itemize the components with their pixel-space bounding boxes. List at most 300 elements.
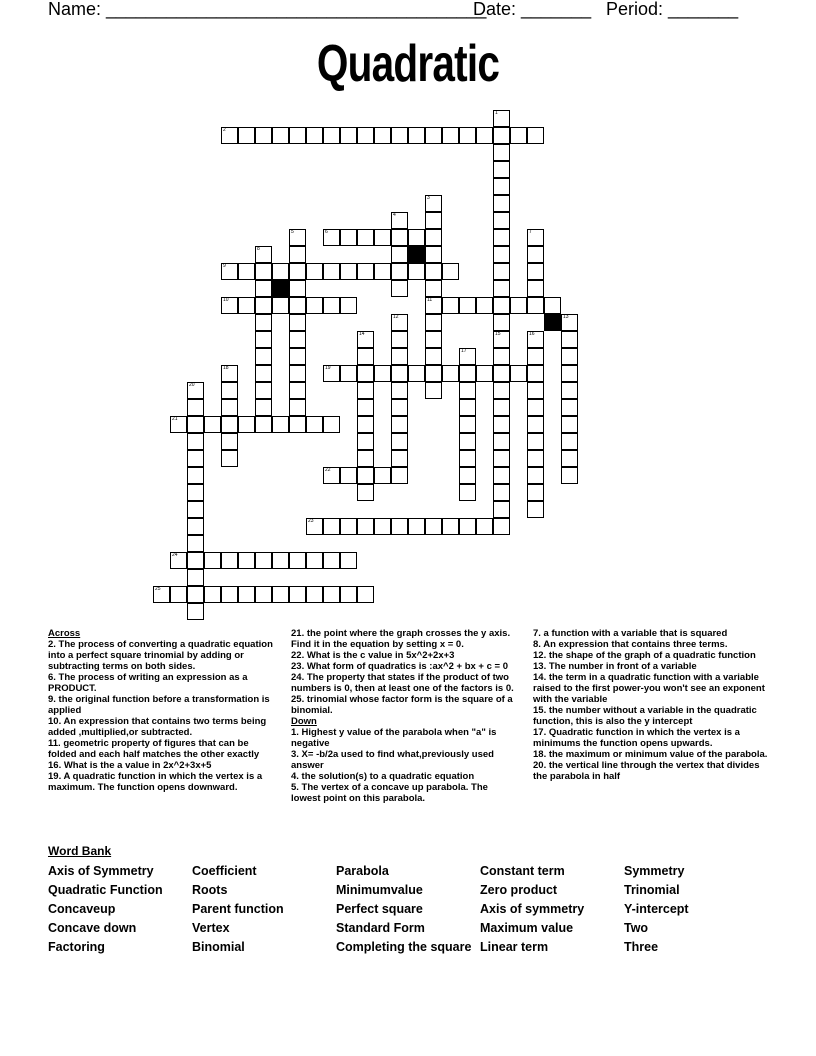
clue-item: 15. the number without a variable in the quadratic function, this is also the y intercept: [533, 705, 757, 727]
crossword-black-cell: [544, 314, 561, 331]
crossword-cell[interactable]: [442, 297, 459, 314]
crossword-cell[interactable]: [527, 501, 544, 518]
crossword-cell[interactable]: [391, 467, 408, 484]
clue-number: 24: [172, 552, 178, 558]
clue-item: 6. The process of writing an expression as a PRODUCT.: [48, 672, 248, 694]
word-bank-word: Axis of Symmetry: [48, 864, 154, 878]
crossword-cell[interactable]: [527, 399, 544, 416]
crossword-cell[interactable]: [187, 416, 204, 433]
crossword-cell[interactable]: [187, 501, 204, 518]
crossword-cell[interactable]: [527, 348, 544, 365]
word-bank-column: [480, 862, 620, 957]
crossword-cell[interactable]: [476, 365, 493, 382]
clue-number: 23: [308, 518, 314, 524]
crossword-cell[interactable]: [340, 467, 357, 484]
crossword-cell[interactable]: [493, 178, 510, 195]
crossword-cell[interactable]: [255, 382, 272, 399]
crossword-cell[interactable]: [425, 382, 442, 399]
crossword-cell[interactable]: [561, 450, 578, 467]
crossword-cell[interactable]: [527, 450, 544, 467]
crossword-cell[interactable]: [323, 467, 340, 484]
crossword-cell[interactable]: [357, 586, 374, 603]
crossword-cell[interactable]: [425, 314, 442, 331]
crossword-cell[interactable]: [187, 399, 204, 416]
clue-item: 11. geometric property of figures that can be folded and each half matches the other exactly: [48, 738, 260, 760]
clue-number: 15: [495, 331, 501, 337]
clue-number: 6: [325, 229, 328, 235]
crossword-cell[interactable]: [323, 552, 340, 569]
crossword-cell[interactable]: [238, 416, 255, 433]
crossword-cell[interactable]: [255, 314, 272, 331]
crossword-cell[interactable]: [425, 518, 442, 535]
crossword-cell[interactable]: [374, 263, 391, 280]
crossword-cell[interactable]: [357, 518, 374, 535]
crossword-cell[interactable]: [561, 399, 578, 416]
crossword-cell[interactable]: [459, 348, 476, 365]
crossword-cell[interactable]: [340, 127, 357, 144]
crossword-cell[interactable]: [493, 297, 510, 314]
crossword-cell[interactable]: [357, 467, 374, 484]
crossword-cell[interactable]: [255, 331, 272, 348]
crossword-cell[interactable]: [391, 212, 408, 229]
crossword-cell[interactable]: [493, 110, 510, 127]
crossword-cell[interactable]: [425, 331, 442, 348]
crossword-cell[interactable]: [221, 433, 238, 450]
crossword-cell[interactable]: [289, 586, 306, 603]
crossword-cell[interactable]: [408, 518, 425, 535]
crossword-cell[interactable]: [493, 127, 510, 144]
crossword-cell[interactable]: [357, 331, 374, 348]
clue-number: 8: [257, 246, 260, 252]
crossword-cell[interactable]: [391, 382, 408, 399]
clue-number: 25: [155, 586, 161, 592]
clue-number: 2: [223, 127, 226, 133]
crossword-cell[interactable]: [289, 280, 306, 297]
crossword-cell[interactable]: [204, 552, 221, 569]
crossword-cell[interactable]: [459, 433, 476, 450]
crossword-cell[interactable]: [187, 467, 204, 484]
crossword-cell[interactable]: [221, 127, 238, 144]
clue-number: 9: [223, 263, 226, 269]
crossword-cell[interactable]: [425, 297, 442, 314]
crossword-cell[interactable]: [187, 518, 204, 535]
crossword-cell[interactable]: [527, 433, 544, 450]
crossword-cell[interactable]: [306, 552, 323, 569]
crossword-cell[interactable]: [493, 314, 510, 331]
crossword-cell[interactable]: [272, 263, 289, 280]
crossword-cell[interactable]: [357, 416, 374, 433]
clue-item: 12. the shape of the graph of a quadratic function: [533, 650, 756, 661]
crossword-cell[interactable]: [527, 365, 544, 382]
crossword-cell[interactable]: [527, 331, 544, 348]
crossword-cell[interactable]: [493, 229, 510, 246]
word-bank-word: Constant term: [480, 864, 565, 878]
crossword-cell[interactable]: [459, 416, 476, 433]
crossword-cell[interactable]: [459, 450, 476, 467]
crossword-cell[interactable]: [289, 297, 306, 314]
crossword-cell[interactable]: [255, 280, 272, 297]
crossword-cell[interactable]: [425, 348, 442, 365]
word-bank-word: Completing the square: [336, 940, 472, 954]
crossword-cell[interactable]: [289, 348, 306, 365]
crossword-cell[interactable]: [187, 382, 204, 399]
crossword-cell[interactable]: [289, 382, 306, 399]
crossword-cell[interactable]: [527, 127, 544, 144]
crossword-cell[interactable]: [187, 603, 204, 620]
crossword-cell[interactable]: [425, 280, 442, 297]
word-bank-word: Y-intercept: [624, 902, 689, 916]
crossword-cell[interactable]: [255, 246, 272, 263]
crossword-cell[interactable]: [221, 586, 238, 603]
word-bank-word: Vertex: [192, 921, 230, 935]
period-field[interactable]: Period: _______: [606, 0, 739, 19]
crossword-cell[interactable]: [255, 263, 272, 280]
crossword-cell[interactable]: [357, 433, 374, 450]
clue-item: 21. the point where the graph crosses the y axis. Find it in the equation by setting x = 0.: [291, 628, 511, 650]
crossword-cell[interactable]: [255, 297, 272, 314]
clue-item: 25. trinomial whose factor form is the square of a binomial.: [291, 694, 513, 716]
crossword-cell[interactable]: [493, 195, 510, 212]
crossword-cell[interactable]: [323, 518, 340, 535]
clue-number: 17: [461, 348, 467, 354]
crossword-cell[interactable]: [459, 127, 476, 144]
crossword-cell[interactable]: [323, 229, 340, 246]
crossword-cell[interactable]: [561, 331, 578, 348]
crossword-cell[interactable]: [493, 416, 510, 433]
crossword-cell[interactable]: [493, 501, 510, 518]
crossword-cell[interactable]: [459, 399, 476, 416]
crossword-cell[interactable]: [391, 331, 408, 348]
crossword-cell[interactable]: [493, 348, 510, 365]
clue-number: 22: [325, 467, 331, 473]
crossword-cell[interactable]: [221, 263, 238, 280]
crossword-cell[interactable]: [323, 365, 340, 382]
clue-number: 19: [325, 365, 331, 371]
crossword-cell[interactable]: [289, 416, 306, 433]
crossword-cell[interactable]: [425, 212, 442, 229]
crossword-cell[interactable]: [561, 348, 578, 365]
crossword-cell[interactable]: [340, 263, 357, 280]
crossword-cell[interactable]: [255, 348, 272, 365]
crossword-cell[interactable]: [323, 586, 340, 603]
clue-number: 14: [359, 331, 365, 337]
crossword-cell[interactable]: [493, 212, 510, 229]
crossword-cell[interactable]: [357, 484, 374, 501]
word-bank-word: Perfect square: [336, 902, 423, 916]
crossword-cell[interactable]: [442, 518, 459, 535]
crossword-cell[interactable]: [510, 365, 527, 382]
crossword-cell[interactable]: [561, 365, 578, 382]
word-bank-word: Symmetry: [624, 864, 685, 878]
crossword-cell[interactable]: [493, 246, 510, 263]
crossword-cell[interactable]: [493, 331, 510, 348]
crossword-cell[interactable]: [289, 399, 306, 416]
word-bank-column: [48, 862, 188, 957]
crossword-cell[interactable]: [357, 450, 374, 467]
crossword-cell[interactable]: [323, 416, 340, 433]
crossword-cell[interactable]: [493, 382, 510, 399]
crossword-cell[interactable]: [255, 127, 272, 144]
crossword-cell[interactable]: [238, 263, 255, 280]
word-bank-word: Linear term: [480, 940, 549, 954]
crossword-cell[interactable]: [187, 535, 204, 552]
crossword-cell[interactable]: [493, 280, 510, 297]
crossword-cell[interactable]: [391, 450, 408, 467]
crossword-black-cell: [272, 280, 289, 297]
crossword-cell[interactable]: [391, 348, 408, 365]
crossword-cell[interactable]: [306, 263, 323, 280]
crossword-cell[interactable]: [493, 433, 510, 450]
crossword-cell[interactable]: [561, 433, 578, 450]
word-bank-word: Factoring: [48, 940, 105, 954]
crossword-cell[interactable]: [255, 416, 272, 433]
crossword-cell[interactable]: [561, 382, 578, 399]
crossword-cell[interactable]: [408, 365, 425, 382]
clue-item: 7. a function with a variable that is squared: [533, 628, 728, 639]
crossword-cell[interactable]: [408, 127, 425, 144]
crossword-cell[interactable]: [238, 586, 255, 603]
crossword-cell[interactable]: [527, 467, 544, 484]
crossword-cell[interactable]: [187, 552, 204, 569]
crossword-cell[interactable]: [459, 467, 476, 484]
crossword-cell[interactable]: [510, 297, 527, 314]
crossword-cell[interactable]: [306, 586, 323, 603]
crossword-cell[interactable]: [391, 399, 408, 416]
crossword-cell[interactable]: [527, 484, 544, 501]
crossword-cell[interactable]: [221, 382, 238, 399]
crossword-cell[interactable]: [425, 246, 442, 263]
crossword-cell[interactable]: [527, 280, 544, 297]
crossword-cell[interactable]: [391, 433, 408, 450]
crossword-cell[interactable]: [561, 467, 578, 484]
crossword-cell[interactable]: [425, 365, 442, 382]
crossword-cell[interactable]: [527, 246, 544, 263]
clue-number: 7: [529, 229, 532, 235]
crossword-cell[interactable]: [238, 552, 255, 569]
crossword-cell[interactable]: [238, 127, 255, 144]
word-bank-word: Parabola: [336, 864, 389, 878]
crossword-cell[interactable]: [374, 467, 391, 484]
crossword-cell[interactable]: [289, 314, 306, 331]
word-bank-word: Trinomial: [624, 883, 680, 897]
crossword-cell[interactable]: [493, 399, 510, 416]
crossword-cell[interactable]: [374, 518, 391, 535]
crossword-cell[interactable]: [527, 297, 544, 314]
crossword-cell[interactable]: [255, 399, 272, 416]
crossword-cell[interactable]: [391, 127, 408, 144]
crossword-cell[interactable]: [255, 365, 272, 382]
clue-item: 18. the maximum or minimum value of the parabola.: [533, 749, 768, 760]
crossword-cell[interactable]: [459, 382, 476, 399]
crossword-cell[interactable]: [187, 450, 204, 467]
clue-item: 16. What is the a value in 2x^2+3x+5: [48, 760, 212, 771]
crossword-cell[interactable]: [340, 586, 357, 603]
clues-column-3: [533, 628, 768, 782]
crossword-cell[interactable]: [425, 195, 442, 212]
crossword-cell[interactable]: [306, 127, 323, 144]
crossword-cell[interactable]: [357, 127, 374, 144]
crossword-cell[interactable]: [442, 263, 459, 280]
crossword-cell[interactable]: [289, 263, 306, 280]
crossword-cell[interactable]: [323, 297, 340, 314]
crossword-cell[interactable]: [204, 416, 221, 433]
crossword-cell[interactable]: [561, 416, 578, 433]
word-bank-word: Quadratic Function: [48, 883, 163, 897]
crossword-cell[interactable]: [357, 263, 374, 280]
crossword-cell[interactable]: [391, 263, 408, 280]
clue-number: 16: [529, 331, 535, 337]
crossword-cell[interactable]: [272, 297, 289, 314]
clue-number: 1: [495, 110, 498, 116]
crossword-cell[interactable]: [340, 365, 357, 382]
crossword-cell[interactable]: [357, 348, 374, 365]
crossword-cell[interactable]: [493, 484, 510, 501]
crossword-cell[interactable]: [170, 416, 187, 433]
clue-item: 22. What is the c value in 5x^2+2x+3: [291, 650, 455, 661]
down-clue-list: [291, 727, 516, 804]
crossword-cell[interactable]: [187, 433, 204, 450]
clue-number: 13: [563, 314, 569, 320]
crossword-cell[interactable]: [323, 127, 340, 144]
word-bank-title: Word Bank: [48, 844, 112, 858]
crossword-cell[interactable]: [323, 263, 340, 280]
crossword-cell[interactable]: [493, 518, 510, 535]
crossword-cell[interactable]: [306, 297, 323, 314]
crossword-cell[interactable]: [391, 229, 408, 246]
crossword-cell[interactable]: [340, 297, 357, 314]
clue-number: 3: [427, 195, 430, 201]
crossword-cell[interactable]: [289, 365, 306, 382]
word-bank-word: Concaveup: [48, 902, 116, 916]
crossword-cell[interactable]: [221, 297, 238, 314]
crossword-cell[interactable]: [187, 586, 204, 603]
crossword-cell[interactable]: [391, 365, 408, 382]
crossword-cell[interactable]: [306, 416, 323, 433]
crossword-cell[interactable]: [255, 552, 272, 569]
clue-item: 2. The process of converting a quadratic equation into a perfect square trinomial by adding or subtracting terms on both sides.: [48, 639, 273, 672]
crossword-cell[interactable]: [493, 467, 510, 484]
crossword-cell[interactable]: [170, 586, 187, 603]
crossword-cell[interactable]: [459, 518, 476, 535]
crossword-cell[interactable]: [544, 297, 561, 314]
crossword-cell[interactable]: [391, 246, 408, 263]
across-clue-list: [48, 639, 273, 793]
crossword-cell[interactable]: [272, 127, 289, 144]
crossword-cell[interactable]: [425, 229, 442, 246]
word-bank-word: Binomial: [192, 940, 245, 954]
crossword-cell[interactable]: [527, 382, 544, 399]
crossword-cell[interactable]: [459, 484, 476, 501]
crossword-cell[interactable]: [289, 331, 306, 348]
crossword-cell[interactable]: [272, 416, 289, 433]
crossword-cell[interactable]: [340, 229, 357, 246]
crossword-cell[interactable]: [391, 314, 408, 331]
crossword-cell[interactable]: [340, 518, 357, 535]
down-clue-list-continued: [533, 628, 768, 782]
clue-item: 10. An expression that contains two terms being added ,multiplied,or subtracted.: [48, 716, 267, 738]
clue-item: 19. A quadratic function in which the vertex is a maximum. The function opens downward.: [48, 771, 263, 793]
crossword-cell[interactable]: [527, 229, 544, 246]
crossword-cell[interactable]: [527, 263, 544, 280]
crossword-cell[interactable]: [493, 450, 510, 467]
crossword-cell[interactable]: [408, 229, 425, 246]
crossword-cell[interactable]: [306, 518, 323, 535]
crossword-cell[interactable]: [493, 263, 510, 280]
word-bank-word: Concave down: [48, 921, 137, 935]
crossword-cell[interactable]: [340, 552, 357, 569]
crossword-cell[interactable]: [221, 399, 238, 416]
clue-number: 20: [189, 382, 195, 388]
crossword-cell[interactable]: [357, 382, 374, 399]
crossword-cell[interactable]: [289, 552, 306, 569]
name-field[interactable]: Name: ______________________________________: [48, 0, 487, 19]
crossword-cell[interactable]: [357, 399, 374, 416]
crossword-cell[interactable]: [357, 365, 374, 382]
date-field[interactable]: Date: _______: [473, 0, 592, 19]
crossword-cell[interactable]: [221, 365, 238, 382]
clue-item: 24. The property that states if the product of two numbers is 0, then at least one of the factors is 0.: [291, 672, 514, 694]
crossword-cell[interactable]: [374, 127, 391, 144]
crossword-cell[interactable]: [459, 297, 476, 314]
crossword-cell[interactable]: [221, 416, 238, 433]
crossword-cell[interactable]: [442, 365, 459, 382]
crossword-cell[interactable]: [374, 365, 391, 382]
word-bank-word: Two: [624, 921, 649, 935]
clue-item: 5. The vertex of a concave up parabola. The lowest point on this parabola.: [291, 782, 488, 804]
crossword-cell[interactable]: [459, 365, 476, 382]
crossword-cell[interactable]: [476, 518, 493, 535]
crossword-cell[interactable]: [493, 144, 510, 161]
crossword-cell[interactable]: [374, 229, 391, 246]
word-bank-word: Maximum value: [480, 921, 574, 935]
crossword-cell[interactable]: [391, 518, 408, 535]
crossword-cell[interactable]: [272, 552, 289, 569]
crossword-cell[interactable]: [187, 484, 204, 501]
crossword-cell[interactable]: [476, 297, 493, 314]
crossword-cell[interactable]: [408, 263, 425, 280]
crossword-cell[interactable]: [272, 586, 289, 603]
crossword-cell[interactable]: [442, 127, 459, 144]
crossword-cell[interactable]: [391, 416, 408, 433]
crossword-cell[interactable]: [391, 280, 408, 297]
clue-number: 12: [393, 314, 399, 320]
crossword-cell[interactable]: [289, 229, 306, 246]
crossword-cell[interactable]: [425, 263, 442, 280]
crossword-cell[interactable]: [153, 586, 170, 603]
word-bank-word: Three: [624, 940, 659, 954]
crossword-cell[interactable]: [493, 161, 510, 178]
word-bank-word: Minimumvalue: [336, 883, 423, 897]
crossword-cell[interactable]: [527, 416, 544, 433]
crossword-cell[interactable]: [255, 586, 272, 603]
crossword-cell[interactable]: [204, 586, 221, 603]
crossword-cell[interactable]: [357, 229, 374, 246]
crossword-cell[interactable]: [221, 450, 238, 467]
crossword-cell[interactable]: [238, 297, 255, 314]
crossword-cell[interactable]: [221, 552, 238, 569]
crossword-cell[interactable]: [289, 127, 306, 144]
crossword-cell[interactable]: [476, 127, 493, 144]
across-heading: Across: [48, 628, 81, 639]
crossword-cell[interactable]: [187, 569, 204, 586]
crossword-cell[interactable]: [425, 127, 442, 144]
crossword-cell[interactable]: [493, 365, 510, 382]
clue-item: 3. X= -b/2a used to find what,previously used answer: [291, 749, 494, 771]
crossword-cell[interactable]: [561, 314, 578, 331]
crossword-cell[interactable]: [289, 246, 306, 263]
crossword-cell[interactable]: [170, 552, 187, 569]
crossword-cell[interactable]: [510, 127, 527, 144]
